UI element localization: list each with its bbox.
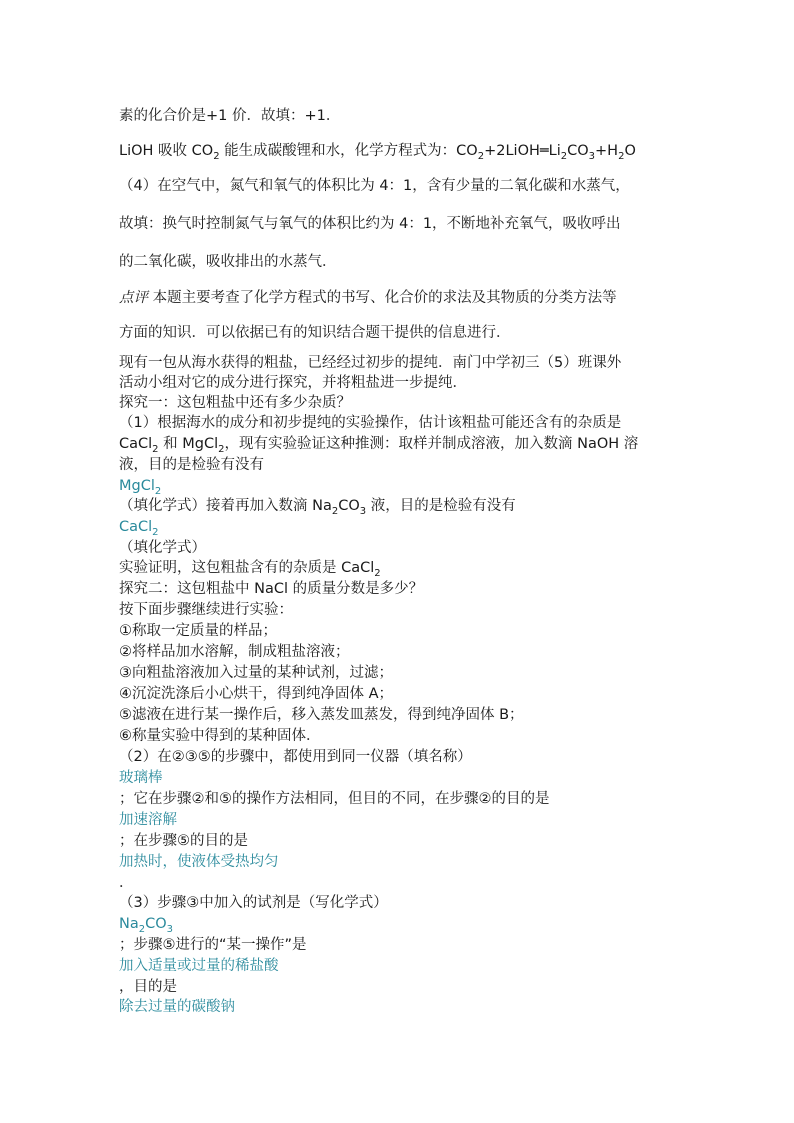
- question-line: 按下面步骤继续进行实验：: [119, 602, 293, 618]
- answer-text: 除去过量的碳酸钠: [119, 999, 235, 1015]
- question-line: 液，目的是检验有没有: [119, 457, 264, 473]
- question-line: ；在步骤⑤的目的是: [119, 833, 248, 849]
- question-line: ；它在步骤②和⑤的操作方法相同，但目的不同，在步骤②的目的是: [119, 791, 550, 807]
- step-item: ①称取一定质量的样品；: [119, 623, 277, 639]
- question-line: （3）步骤③中加入的试剂是（写化学式）: [119, 895, 388, 911]
- question-line: （填化学式）: [119, 540, 206, 556]
- text-line: 素的化合价是+1 价．故填：+1．: [119, 108, 341, 124]
- question-line: （2）在②③⑤的步骤中，都使用到同一仪器（填名称）: [119, 749, 472, 765]
- step-item: ④沉淀洗涤后小心烘干，得到纯净固体 A；: [119, 686, 394, 702]
- section-heading: 探究一：这包粗盐中还有多少杂质？: [119, 395, 351, 411]
- text-line: （4）在空气中，氮气和氧气的体积比为 4：1，含有少量的二氧化碳和水蒸气，: [119, 178, 630, 194]
- comment-label: 点评: [119, 290, 148, 306]
- answer-text: 加热时，使液体受热均匀: [119, 854, 279, 870]
- question-line: ，目的是: [119, 979, 177, 995]
- question-line: （填化学式）接着再加入数滴 $Na_2CO_3$ 液，目的是检验有没有: [119, 498, 516, 517]
- question-line: （1）根据海水的成分和初步提纯的实验操作，估计该粗盐可能还含有的杂质是: [119, 415, 622, 431]
- question-line: CaCl$_2$ 和 MgCl$_2$，现有实验验证这种推测：取样并制成溶液，加入数滴 NaOH 溶: [119, 436, 639, 455]
- question-line: 活动小组对它的成分进行探究，并将粗盐进一步提纯．: [119, 375, 467, 391]
- question-line: 实验证明，这包粗盐含有的杂质是 CaCl$_2$: [119, 560, 381, 579]
- step-item: ②将样品加水溶解，制成粗盐溶液；: [119, 644, 350, 660]
- answer-text: MgCl$_2$: [119, 478, 162, 497]
- text-line: 的二氧化碳，吸收排出的水蒸气．: [119, 254, 337, 270]
- answer-text: 加速溶解: [119, 812, 177, 828]
- comment-line: 点评 本题主要考查了化学方程式的书写、化合价的求法及其物质的分类方法等: [119, 290, 617, 306]
- question-line: ．: [119, 875, 134, 891]
- step-item: ③向粗盐溶液加入过量的某种试剂，过滤；: [119, 665, 393, 681]
- answer-text: CaCl$_2$: [119, 519, 159, 538]
- question-line: ；步骤⑤进行的“某一操作”是: [119, 937, 307, 953]
- step-item: ⑥称量实验中得到的某种固体．: [119, 728, 321, 744]
- answer-text: $Na_2CO_3$: [119, 916, 174, 935]
- text-line: 方面的知识．可以依据已有的知识结合题干提供的信息进行．: [119, 325, 511, 341]
- text-line: 故填：换气时控制氮气与氧气的体积比约为 4：1，不断地补充氧气，吸收呼出: [119, 216, 621, 232]
- answer-text: 加入适量或过量的稀盐酸: [119, 958, 279, 974]
- section-heading: 探究二：这包粗盐中 NaCl 的质量分数是多少？: [119, 581, 424, 597]
- answer-text: 玻璃棒: [119, 770, 163, 786]
- equation-line: LiOH 吸收 $CO_2$ 能生成碳酸锂和水，化学方程式为：$CO_2+2LiOH═Li_2CO_3+H_2O$: [119, 143, 636, 162]
- question-line: 现有一包从海水获得的粗盐，已经经过初步的提纯．南门中学初三（5）班课外: [119, 355, 622, 371]
- step-item: ⑤滤液在进行某一操作后，移入蒸发皿蒸发，得到纯净固体 B；: [119, 707, 524, 723]
